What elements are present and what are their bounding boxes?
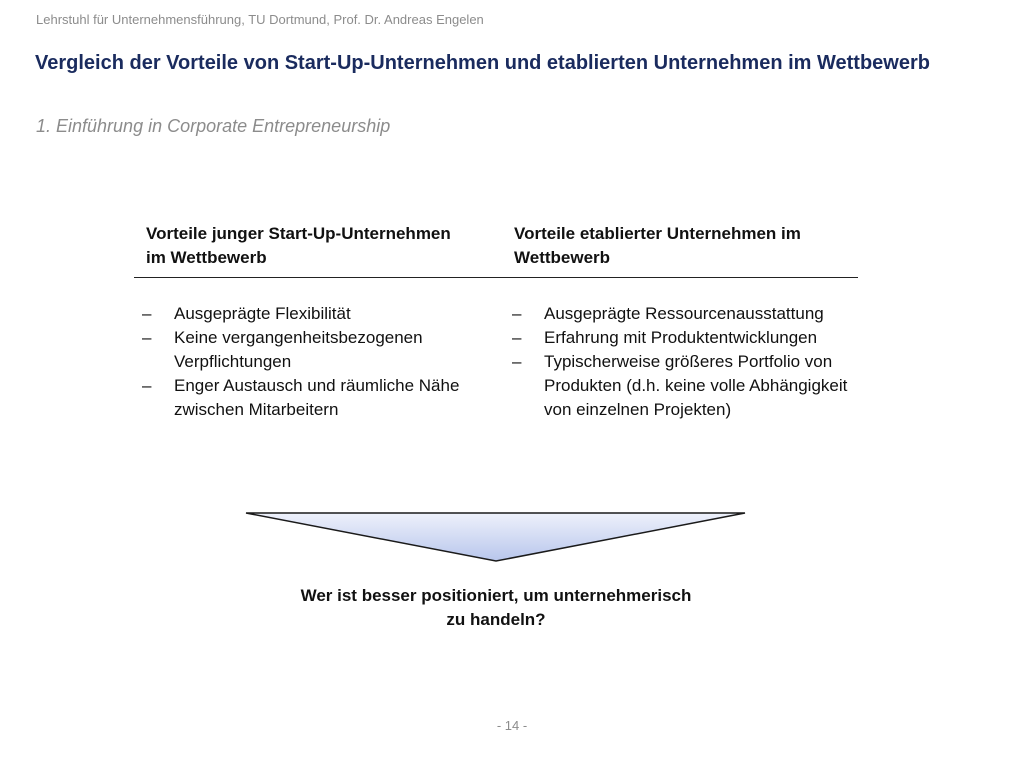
left-advantages-list	[142, 302, 472, 422]
heading-divider	[134, 277, 858, 278]
dash-bullet-icon: –	[512, 328, 522, 347]
page-number: - 14 -	[496, 718, 528, 733]
dash-bullet-icon: –	[142, 376, 152, 395]
slide-subtitle: 1. Einführung in Corporate Entrepreneurship	[36, 116, 391, 136]
right-advantages-list	[512, 302, 852, 422]
slide-title: Vergleich der Vorteile von Start-Up-Unternehmen und etablierten Unternehmen im Wettbewerb	[35, 52, 930, 74]
list-item-text: Erfahrung mit Produktentwicklungen	[544, 328, 818, 347]
right-column-heading: Vorteile etablierter Unternehmen im Wettbewerb	[514, 224, 801, 267]
header-institution: Lehrstuhl für Unternehmensführung, TU Dortmund, Prof. Dr. Andreas Engelen	[36, 12, 484, 27]
list-item	[512, 326, 852, 350]
list-item-text: Enger Austausch und räumliche Nähe zwischen Mitarbeitern	[174, 376, 460, 419]
list-item	[142, 326, 472, 374]
funnel-arrow-icon	[244, 510, 748, 566]
dash-bullet-icon: –	[142, 304, 152, 323]
conclusion-question: Wer ist besser positioniert, um unternehmerisch zu handeln?	[300, 586, 692, 629]
list-item-text: Ausgeprägte Flexibilität	[174, 304, 351, 323]
list-item	[512, 302, 852, 326]
dash-bullet-icon: –	[512, 304, 522, 323]
dash-bullet-icon: –	[512, 352, 522, 371]
list-item-text: Ausgeprägte Ressourcenausstattung	[544, 304, 824, 323]
funnel-triangle	[246, 513, 745, 561]
left-column-heading: Vorteile junger Start-Up-Unternehmen im Wettbewerb	[146, 224, 451, 267]
dash-bullet-icon: –	[142, 328, 152, 347]
list-item	[512, 350, 852, 422]
list-item	[142, 302, 472, 326]
list-item	[142, 374, 472, 422]
list-item-text: Keine vergangenheitsbezogenen Verpflichtungen	[174, 328, 423, 371]
list-item-text: Typischerweise größeres Portfolio von Produkten (d.h. keine volle Abhängigkeit von einzelnen Projekten)	[544, 352, 848, 419]
